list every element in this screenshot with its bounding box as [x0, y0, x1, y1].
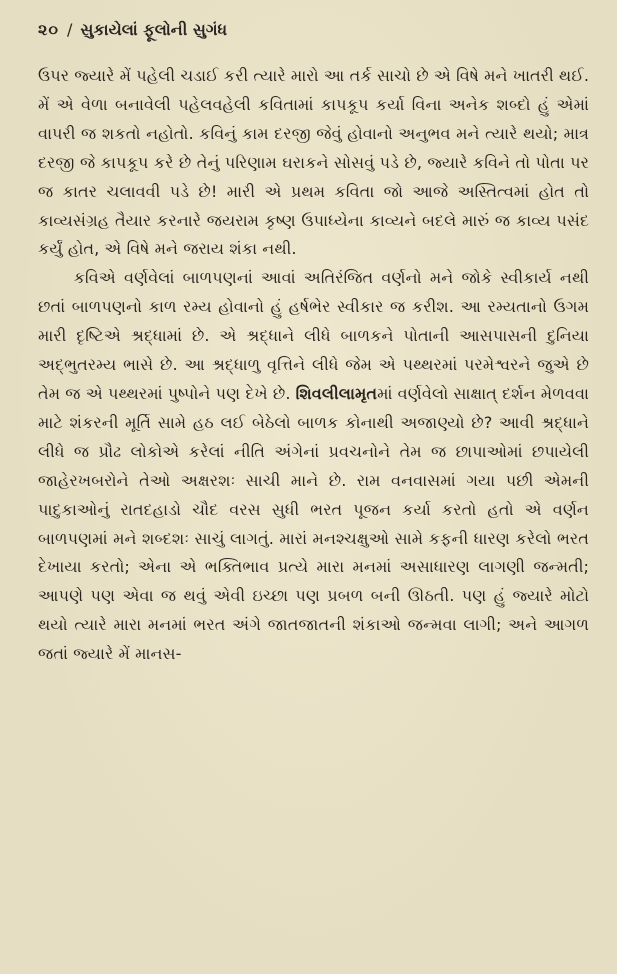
book-reference-term: શિવલીલામૃત [295, 383, 378, 403]
paragraph-2-text-before: કવિએ વર્ણવેલાં બાળપણનાં આવાં અતિરંજિત વર્ણનો મને જોકે સ્વીકાર્ય નથી છતાં બાળપણનો કાળ રમ્ય હોવાનો હું હર્ષભેર સ્વીકાર જ કરીશ. આ રમ્યતાનો ઉગમ મારી દૃષ્ટિએ શ્રદ્ધામાં છે. એ શ્રદ્ધાને લીધે બાળકને પોતાની આસપાસની દુનિયા અદ્ભુતરમ્ય ભાસે છે. આ શ્રદ્ધાળુ વૃત્તિને લીધે જેમ એ પથ્થરમાં પરમેશ્વરને જુએ છે તેમ જ એ પથ્થરમાં પુષ્પોને પણ દેખે છે. [38, 268, 589, 403]
paragraph-1: ઉપર જ્યારે મેં પહેલી ચડાઈ કરી ત્યારે મારો આ તર્ક સાચો છે એ વિષે મને ખાતરી થઈ. મેં એ વેળા બનાવેલી પહેલવહેલી કવિતામાં કાપકૂપ કર્યા વિના અનેક શબ્દો હું એમાં વાપરી જ શકતો નહોતો. કવિનું કામ દરજી જેવું હોવાનો અનુભવ મને ત્યારે થયો; માત્ર દરજી જે કાપકૂપ કરે છે તેનું પરિણામ ઘરાકને સોસવું પડે છે, જ્યારે કવિને તો પોતા પર જ કાતર ચલાવવી પડે છે! મારી એ પ્રથમ કવિતા જો આજે અસ્તિત્વમાં હોત તો કાવ્યસંગ્રહ તૈયાર કરનારે જયરામ કૃષ્ણ ઉપાધ્યેના કાવ્યને બદલે મારું જ કાવ્ય પસંદ કર્યું હોત, એ વિષે મને જરાય શંકા નથી. [38, 66, 589, 259]
body-text [38, 62, 589, 669]
running-header [38, 20, 589, 54]
paragraph-2 [38, 264, 589, 669]
header-separator: / [67, 20, 73, 39]
page-number: ૨૦ [38, 20, 60, 39]
paragraph-2-text-after: માં વર્ણવેલો સાક્ષાત્ દર્શન મેળવવા માટે શંકરની મૂર્તિ સામે હઠ લઈ બેઠેલો બાળક કોનાથી અજાણ્યો છે? આવી શ્રદ્ધાને લીધે જ પ્રૌઢ લોકોએ કરેલાં નીતિ અંગેનાં પ્રવચનોને તેમ જ છાપાઓમાં છપાયેલી જાહેરખબરોને તેઓ અક્ષરશઃ સાચી માને છે. રામ વનવાસમાં ગયા પછી એમની પાદુકાઓનું રાતદહાડો ચૌદ વરસ સુધી ભરત પૂજન કર્યા કરતો હતો એ વર્ણન બાળપણમાં મને શબ્દશઃ સાચું લાગતું. મારાં મનશ્ચક્ષુઓ સામે કફની ધારણ કરેલો ભરત દેખાયા કરતો; એના એ ભક્તિભાવ પ્રત્યે મારા મનમાં અસાધારણ લાગણી જન્મતી; આપણે પણ એવા જ થવું એવી ઇચ્છા પણ પ્રબળ બની ઊઠતી. પણ હું જ્યારે મોટો થયો ત્યારે મારા મનમાં ભરત અંગે જાતજાતની શંકાઓ જન્મવા લાગી; અને આગળ જતાં જ્યારે મેં માનસ- [38, 383, 589, 664]
book-title: સુકાયેલાં ફૂલોની સુગંધ [80, 20, 228, 39]
